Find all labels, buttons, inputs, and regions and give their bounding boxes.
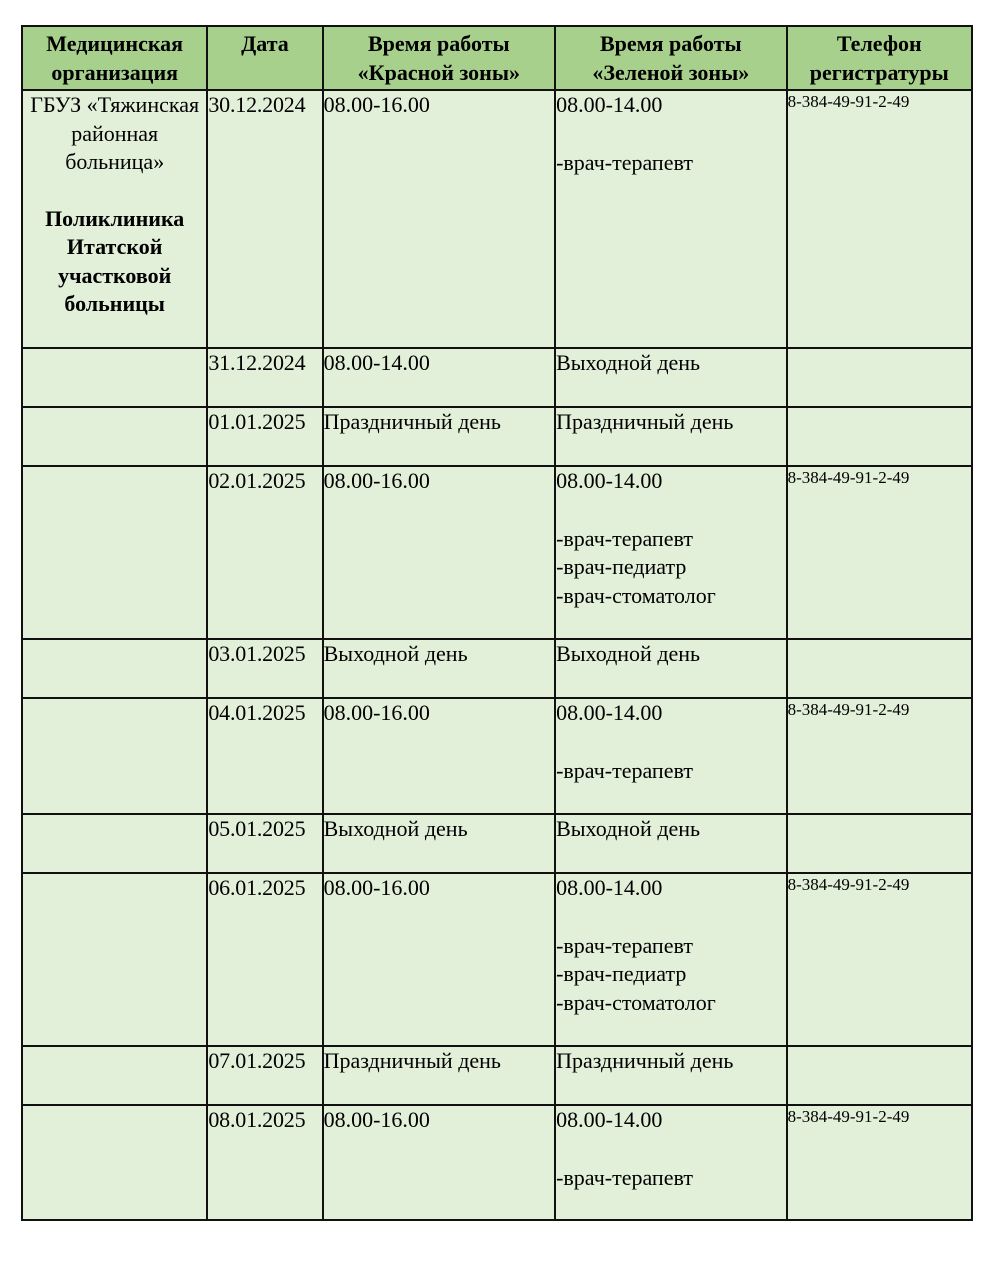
red-zone-cell: 08.00-16.00 xyxy=(323,698,555,814)
red-zone-cell: Выходной день xyxy=(323,639,555,698)
org-cell xyxy=(22,873,207,1046)
date-cell: 02.01.2025 xyxy=(207,466,322,639)
date-cell: 30.12.2024 xyxy=(207,90,322,348)
staff-list xyxy=(556,757,785,786)
green-zone-cell xyxy=(555,1105,786,1220)
green-hours: 08.00-14.00 xyxy=(556,875,663,900)
green-zone-cell xyxy=(555,698,786,814)
table-row xyxy=(22,698,972,814)
phone-cell xyxy=(787,1046,972,1105)
phone-cell: 8-384-49-91-2-49 xyxy=(787,873,972,1046)
green-zone-cell xyxy=(555,873,786,1046)
green-hours: 08.00-14.00 xyxy=(556,92,663,117)
green-hours: Выходной день xyxy=(556,816,701,841)
table-row xyxy=(22,90,972,348)
staff-list xyxy=(556,1164,785,1193)
phone-cell: 8-384-49-91-2-49 xyxy=(787,698,972,814)
red-zone-cell: 08.00-14.00 xyxy=(323,348,555,407)
red-zone-cell: Выходной день xyxy=(323,814,555,873)
date-cell: 03.01.2025 xyxy=(207,639,322,698)
org-cell xyxy=(22,466,207,639)
green-zone-cell xyxy=(555,1046,786,1105)
green-zone-cell xyxy=(555,466,786,639)
staff-item: -врач-терапевт xyxy=(556,149,693,175)
header-green-zone: Время работы «Зеленой зоны» xyxy=(555,26,786,90)
table-row xyxy=(22,1046,972,1105)
table-row xyxy=(22,639,972,698)
red-zone-cell: 08.00-16.00 xyxy=(323,1105,555,1220)
red-zone-cell: 08.00-16.00 xyxy=(323,466,555,639)
table-row xyxy=(22,348,972,407)
staff-item: -врач-терапевт xyxy=(556,932,693,958)
red-zone-cell: Праздничный день xyxy=(323,1046,555,1105)
staff-item: -врач-педиатр xyxy=(556,961,687,986)
org-name: ГБУЗ «Тяжинская районная больница» xyxy=(30,92,200,174)
date-cell: 04.01.2025 xyxy=(207,698,322,814)
staff-item: -врач-педиатр xyxy=(556,554,687,579)
green-zone-cell xyxy=(555,348,786,407)
date-cell: 06.01.2025 xyxy=(207,873,322,1046)
date-cell: 31.12.2024 xyxy=(207,348,322,407)
date-cell: 07.01.2025 xyxy=(207,1046,322,1105)
table-row xyxy=(22,407,972,466)
org-cell xyxy=(22,407,207,466)
staff-item: -врач-стоматолог xyxy=(556,582,716,608)
schedule-table xyxy=(21,25,973,1221)
org-cell xyxy=(22,348,207,407)
green-hours: Выходной день xyxy=(556,350,701,375)
table-row xyxy=(22,466,972,639)
org-cell xyxy=(22,1046,207,1105)
staff-item: -врач-терапевт xyxy=(556,757,693,783)
date-cell: 05.01.2025 xyxy=(207,814,322,873)
phone-cell: 8-384-49-91-2-49 xyxy=(787,466,972,639)
org-cell xyxy=(22,698,207,814)
green-hours: 08.00-14.00 xyxy=(556,700,663,725)
table-row xyxy=(22,1105,972,1220)
header-org: Медицинская организация xyxy=(22,26,207,90)
green-hours: 08.00-14.00 xyxy=(556,1107,663,1132)
green-hours: Праздничный день xyxy=(556,1048,734,1073)
phone-cell xyxy=(787,407,972,466)
date-cell: 01.01.2025 xyxy=(207,407,322,466)
green-zone-cell xyxy=(555,90,786,348)
header-red-zone: Время работы «Красной зоны» xyxy=(323,26,555,90)
green-zone-cell xyxy=(555,639,786,698)
red-zone-cell: 08.00-16.00 xyxy=(323,873,555,1046)
red-zone-cell: 08.00-16.00 xyxy=(323,90,555,348)
staff-list xyxy=(556,932,785,1018)
header-date: Дата xyxy=(207,26,322,90)
org-cell xyxy=(22,90,207,348)
green-zone-cell xyxy=(555,814,786,873)
green-zone-cell xyxy=(555,407,786,466)
green-hours: 08.00-14.00 xyxy=(556,468,663,493)
red-zone-cell: Праздничный день xyxy=(323,407,555,466)
table-row xyxy=(22,814,972,873)
staff-list xyxy=(556,525,785,611)
phone-cell xyxy=(787,814,972,873)
header-phone: Телефон регистратуры xyxy=(787,26,972,90)
org-cell xyxy=(22,1105,207,1220)
phone-cell: 8-384-49-91-2-49 xyxy=(787,90,972,348)
phone-cell xyxy=(787,639,972,698)
green-hours: Праздничный день xyxy=(556,409,734,434)
staff-item: -врач-терапевт xyxy=(556,525,693,551)
staff-item: -врач-стоматолог xyxy=(556,989,716,1015)
green-hours: Выходной день xyxy=(556,641,701,666)
staff-item: -врач-терапевт xyxy=(556,1164,693,1190)
phone-cell xyxy=(787,348,972,407)
header-row xyxy=(22,26,972,90)
table-row xyxy=(22,873,972,1046)
org-cell xyxy=(22,639,207,698)
date-cell: 08.01.2025 xyxy=(207,1105,322,1220)
staff-list xyxy=(556,149,785,178)
phone-cell: 8-384-49-91-2-49 xyxy=(787,1105,972,1220)
org-cell xyxy=(22,814,207,873)
org-unit: Поликлиника Итатской участковой больницы xyxy=(45,205,185,316)
